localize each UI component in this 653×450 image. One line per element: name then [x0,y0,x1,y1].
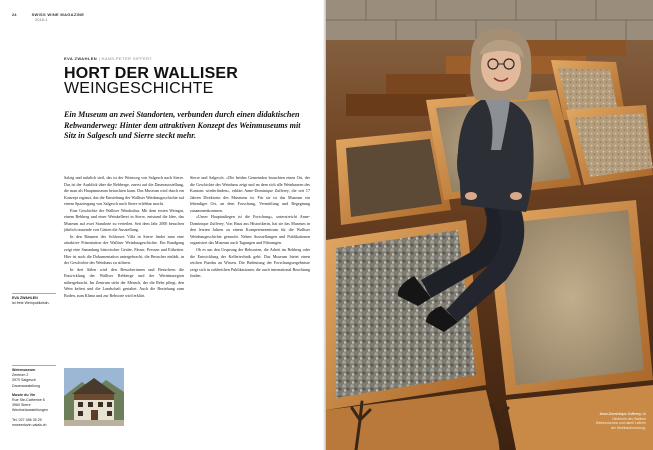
contact-line: Musée du Vin [12,392,36,397]
body-column-1 [64,175,184,299]
contact-line: Dauerausstellung [12,383,40,388]
caption-name: Anne-Dominique Zufferey, [599,412,642,416]
contact-line: Rue Ste-Catherine 6 [12,398,45,403]
left-page [0,0,326,450]
contact-line: Zentrum 2 [12,373,29,378]
body-paragraph: Salzig und nahrlich steil, das ist der Weinweg von Salgesch nach Sierre. Das ist der Ausblick über die Rebberge, zuerst auf die Dauerausstellung, die man als Hauptmuseum betrachten kann. Das Museum wird durch ein Konzept ergänzt, das die Entstehung der Walliser Weinbaugeschichte auf einem Spaziergang von Salgesch nach Sierre erlebbar macht. [64,175,184,207]
photographer-name: HANS-PETER SIFFERT [101,56,153,61]
contact-info [12,368,56,428]
title-line-1: HORT DER WALLISER [64,65,239,82]
body-paragraph: In drei Sälen wird den Besucherinnen und Besuchern die Entwicklung der Walliser Rebberge und der Weinbauregion nähergebracht. Im Zentrum steht der Mensch, der die Rebe pflegt, den Wein keltert und die Landschaft gestaltet. Auch die Beziehung zum Boden, zum Klima und zur Rebsorte wird erklärt. [64,266,184,298]
body-paragraph: In den Räumen des Schlosses Villa in Sierre findet man eine attraktive Präsentation der Walliser Weinbaugeschichte. Ein Rundgang zeigt eine Sammlung historischer Geräte, Fässer, Pressen und Etiketten. Hier ist auch die Dokumentation untergebracht, die Besucher einlädt, in der Geschichte des Weinbaus zu stöbern. [64,233,184,266]
contact-line: 3960 Sierre [12,403,31,408]
contact-line: 3970 Salgesch [12,378,36,383]
folio [12,12,84,22]
magazine-name: SWISS WINE MAGAZINE [31,12,85,17]
issue-number: 2018-1 [35,17,48,22]
title-line-2: WEINGESCHICHTE [64,80,214,97]
divider [12,365,56,366]
author-note [12,296,56,306]
page-number: 24 [12,12,17,17]
article-title [64,66,238,96]
lead-paragraph: Ein Museum an zwei Standorten, verbunden durch einen didaktischen Rebwanderweg: Hinter dem attraktiven Konzept des Weinmuseums mit Sitz in Salgesch und Sierre steckt mehr. [64,110,301,141]
contact-line: Tel. 027 456 35 25 [12,417,42,422]
museum-building-photo [64,368,124,426]
author-name: EVA ZWAHLEN [64,56,98,61]
divider [12,293,56,294]
author-note-role: ist freie Weinpublizistin. [12,301,50,306]
body-paragraph: Eine Geschichte der Walliser Weinkultur. Mit dem ersten Weingut, einem Rebberg und einer Weinkellerei in Sierre, entstand die Idee, das Museum auf zwei Standorte zu verteilen. Seit dem Jahr 2000 besuchen jährlich tausende von Gästen die Ausstellung. [64,207,184,233]
contact-line: Weinmuseum [12,368,36,372]
contact-line: museeduvin-valais.ch [12,422,47,427]
caption-text: ist Direktorin des Walliser Weinmuseums und damit Leiterin der Weinbauforschung. [595,412,646,430]
author-note-name: EVA ZWAHLEN [12,296,38,300]
byline: EVA ZWAHLEN | HANS-PETER SIFFERT [64,56,153,61]
body-paragraph: »Unser Hauptanliegen ist die Forschung«, unterstreicht Anne-Dominique Zufferey. Von Haus aus Historikerin, hat sie das Museum in den letzten Jahren zu einem Kompetenzzentrum für die Walliser Weinbaugeschichte gemacht. Neben Ausstellungen und Publikationen organisiert das Museum auch Tagungen und Führungen. [190,214,310,246]
photo-caption [594,412,646,430]
body-paragraph: Ob es um den Ursprung der Rebsorten, die Arbeit im Rebberg oder die Entwicklung der Kellertechnik geht: Das Museum bietet einen reichen Fundus an Wissen. Die Bedeutung der Forschungsergebnisse zeigt sich in zahlreichen Publikationen, die auch international Beachtung finden. [190,247,310,279]
body-column-2 [190,175,310,280]
contact-line: Wechselausstellungen [12,408,48,413]
body-paragraph: Sierre und Salgesch. »Die beiden Gemeinden brauchten einen Ort, der die Geschichte des Weinbaus zeigt und an dem sich alle Weinbauern des Kantons wiederfinden«, erklärt Anne-Dominique Zufferey, die seit 17 Jahren Direktorin des Museums ist. Für sie ist das Museum ein lebendiger Ort, an dem Forschung, Vermittlung und Begegnung zusammenkommen. [190,175,310,213]
main-photo [326,0,653,450]
